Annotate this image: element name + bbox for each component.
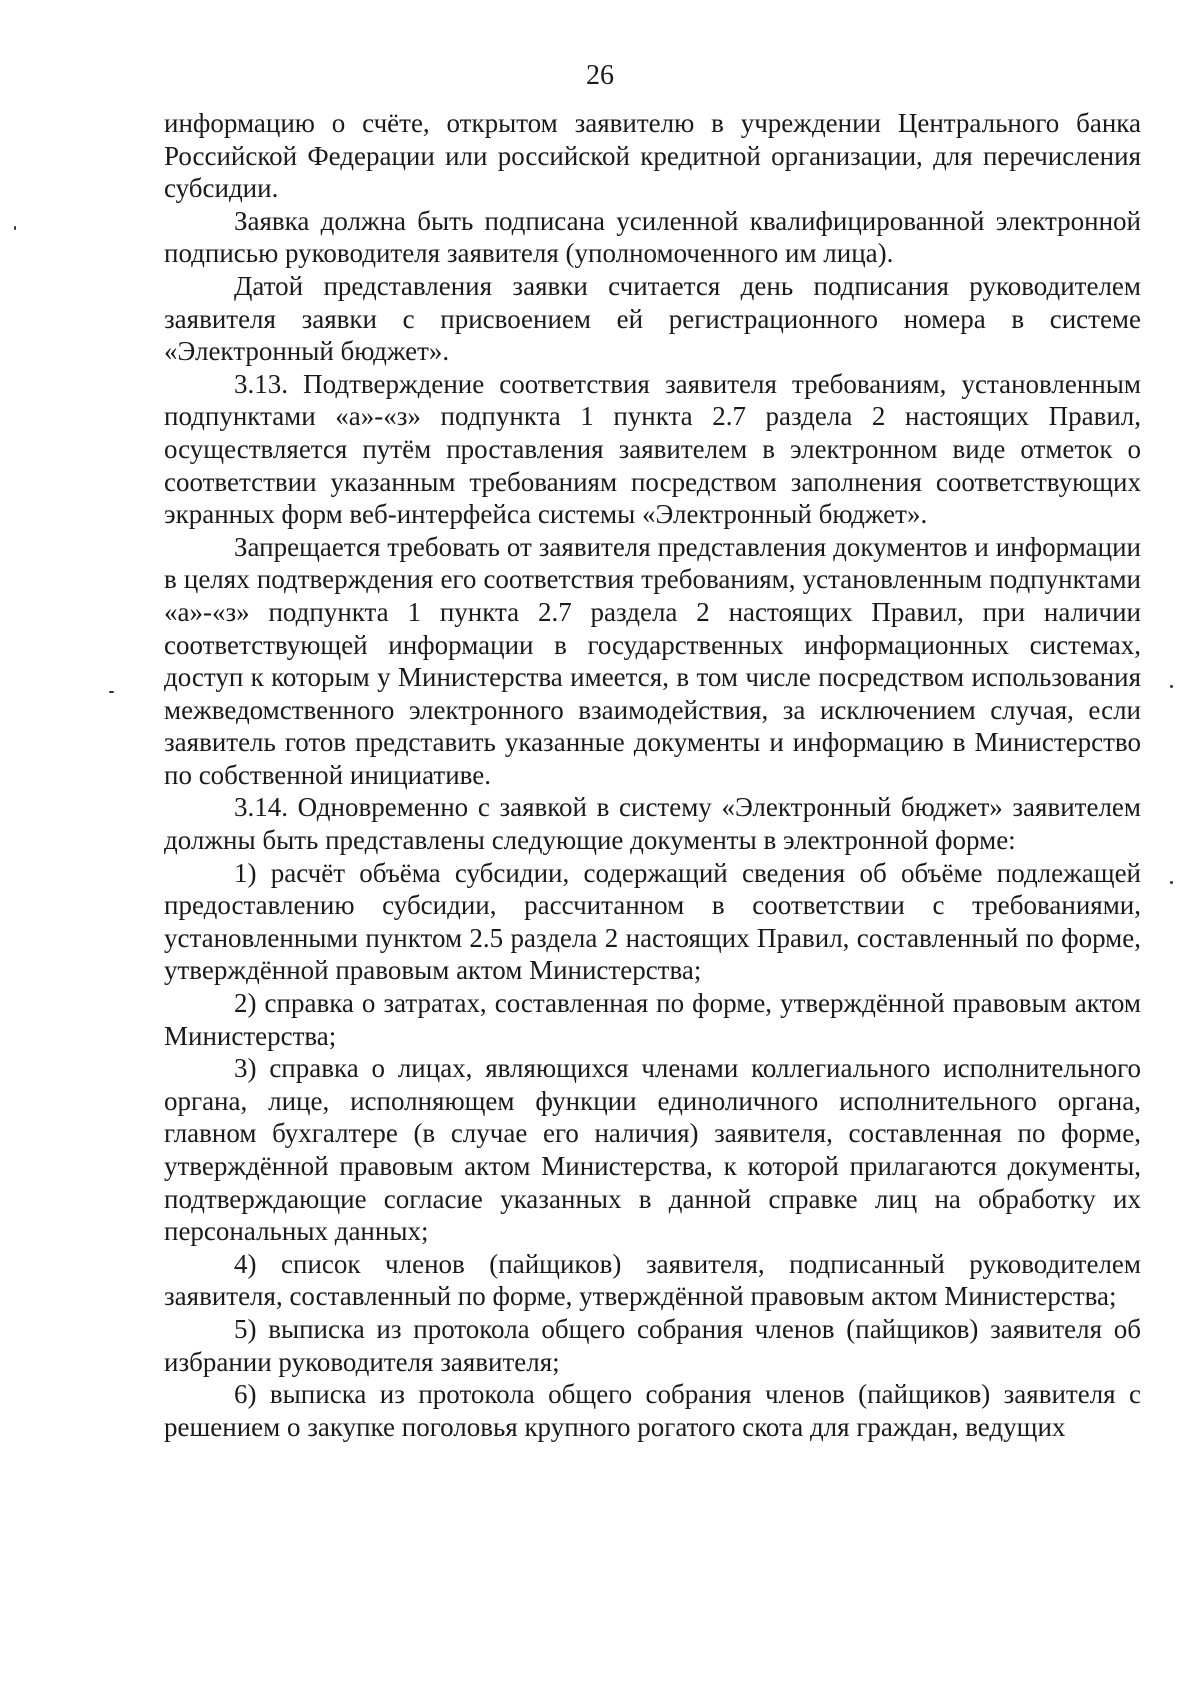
list-item-paragraph: 4) список членов (пайщиков) заявителя, подписанный руководителем заявителя, составленный по форме, утверждённой правовым актом Министерства; xyxy=(164,1248,1141,1312)
paragraph: Заявка должна быть подписана усиленной квалифицированной электронной подписью руководителя заявителя (уполномоченного им лица). xyxy=(164,205,1141,269)
list-item-paragraph: 6) выписка из протокола общего собрания членов (пайщиков) заявителя с решением о закупке поголовья крупного рогатого скота для граждан, ведущих xyxy=(164,1379,1141,1442)
paragraph: Запрещается требовать от заявителя представления документов и информации в целях подтверждения его соответствия требованиям, установленным подпунктами «а»-«з» подпункта 1 пункта 2.7 раздела 2 настоящих Правил, при наличии соответствующей информации в государственных информационных системах, доступ к которым у Министерства имеется, в том числе посредством использования межведомственного электронного взаимодействия, за исключением случая, если заявитель готов представить указанные документы и информацию в Министерство по собственной инициативе. xyxy=(164,531,1141,790)
scan-speck xyxy=(109,691,114,693)
list-item-paragraph: 2) справка о затратах, составленная по форме, утверждённой правовым актом Министерства; xyxy=(164,988,1141,1051)
paragraph: информацию о счёте, открытом заявителю в учреждении Центрального банка Российской Федерации или российской кредитной организации, для перечисления субсидии. xyxy=(164,108,1141,204)
scan-speck xyxy=(14,226,16,230)
scan-speck xyxy=(1170,685,1173,688)
paragraph: Датой представления заявки считается день подписания руководителем заявителя заявки с присвоением ей регистрационного номера в системе «Электронный бюджет». xyxy=(164,270,1141,367)
scan-speck xyxy=(1170,881,1173,884)
paragraph: 3.14. Одновременно с заявкой в систему «Электронный бюджет» заявителем должны быть представлены следующие документы в электронной форме: xyxy=(164,792,1141,856)
page-number: 26 xyxy=(586,60,614,91)
document-body xyxy=(164,107,1141,1443)
paragraph: 3.13. Подтверждение соответствия заявителя требованиям, установленным подпунктами «а»-«з» подпункта 1 пункта 2.7 раздела 2 настоящих Правил, осуществляется путём проставления заявителем в электронном виде отметок о соответствии указанным требованиям посредством заполнения соответствующих экранных форм веб-интерфейса системы «Электронный бюджет». xyxy=(164,368,1141,530)
list-item-paragraph: 5) выписка из протокола общего собрания членов (пайщиков) заявителя об избрании руководителя заявителя; xyxy=(164,1313,1141,1377)
list-item-paragraph: 3) справка о лицах, являющихся членами коллегиального исполнительного органа, лице, исполняющем функции единоличного исполнительного органа, главном бухгалтере (в случае его наличия) заявителя, составленная по форме, утверждённой правовым актом Министерства, к которой прилагаются документы, подтверждающие согласие указанных в данной справке лиц на обработку их персональных данных; xyxy=(164,1053,1141,1247)
list-item-paragraph: 1) расчёт объёма субсидии, содержащий сведения об объёме подлежащей предоставлению субсидии, рассчитанном в соответствии с требованиями, установленными пунктом 2.5 раздела 2 настоящих Правил, составленный по форме, утверждённой правовым актом Министерства; xyxy=(164,857,1141,986)
